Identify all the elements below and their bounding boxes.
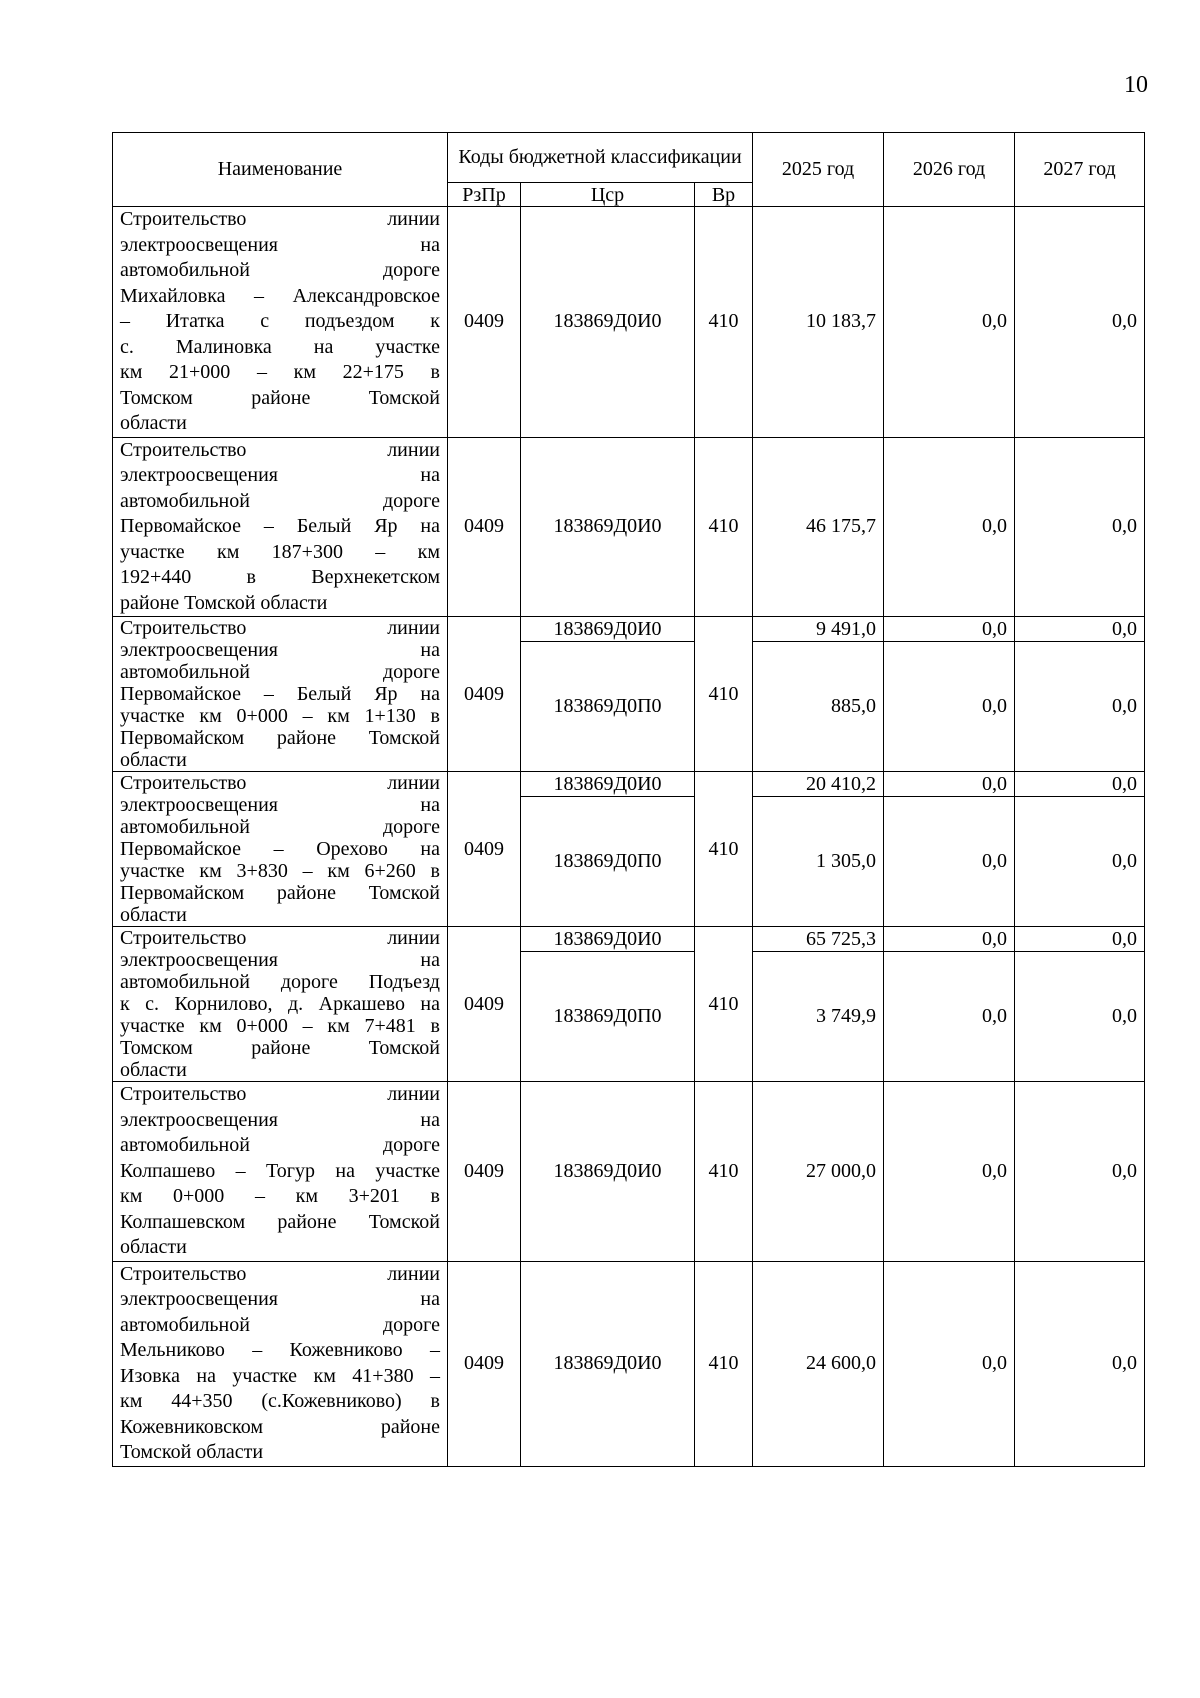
row-name-line: области — [120, 749, 187, 771]
row-amount-2027: 0,0 — [1015, 437, 1145, 617]
row-name-line: участке км 0+000 – км 1+130 в — [120, 705, 440, 727]
table-row — [113, 1082, 1145, 1262]
row-rzpr: 0409 — [448, 1261, 521, 1466]
row-amount-2027: 0,0 — [1015, 207, 1145, 438]
row-name-line: автомобильной дороге Подъезд — [120, 971, 440, 993]
row-name-line: автомобильной дороге — [120, 489, 440, 512]
row-rzpr: 0409 — [448, 437, 521, 617]
row-name-line: электроосвещения на — [120, 464, 440, 486]
row-csr: 183869Д0И0 — [521, 617, 695, 642]
row-name-line: области — [120, 412, 187, 434]
row-name-line: Михайловка – Александровское — [120, 284, 440, 307]
row-amount-2025: 20 410,2 — [753, 772, 884, 797]
row-rzpr: 0409 — [448, 772, 521, 927]
row-csr: 183869Д0И0 — [521, 1082, 695, 1262]
row-csr: 183869Д0П0 — [521, 797, 695, 927]
row-amount-2027: 0,0 — [1015, 1261, 1145, 1466]
row-name — [113, 927, 448, 1082]
row-amount-2025: 1 305,0 — [753, 797, 884, 927]
table-row — [113, 772, 1145, 797]
row-name — [113, 437, 448, 617]
row-amount-2026: 0,0 — [884, 772, 1015, 797]
row-amount-2027: 0,0 — [1015, 952, 1145, 1082]
row-name-line: км 21+000 – км 22+175 в — [120, 361, 440, 383]
row-name-line: электроосвещения на — [120, 1288, 440, 1310]
row-name — [113, 617, 448, 772]
table-body — [113, 207, 1145, 1467]
row-name-line: Строительство линии — [120, 1262, 440, 1285]
row-amount-2027: 0,0 — [1015, 927, 1145, 952]
table-row — [113, 1261, 1145, 1466]
header-vr: Вр — [695, 183, 753, 207]
row-name-line: автомобильной дороге — [120, 661, 440, 683]
row-name-line: электроосвещения на — [120, 233, 440, 256]
row-name-line: районе Томской области — [120, 591, 328, 614]
table-row — [113, 617, 1145, 642]
row-amount-2027: 0,0 — [1015, 772, 1145, 797]
row-name-line: автомобильной дороге — [120, 259, 440, 281]
row-amount-2026: 0,0 — [884, 207, 1015, 438]
header-name: Наименование — [113, 133, 448, 207]
row-csr: 183869Д0И0 — [521, 207, 695, 438]
row-rzpr: 0409 — [448, 207, 521, 438]
header-csr: Цср — [521, 183, 695, 207]
row-name-line: Кожевниковском районе — [120, 1415, 440, 1438]
row-name-line: электроосвещения на — [120, 949, 440, 971]
row-name-line: 192+440 в Верхнекетском — [120, 566, 440, 588]
row-csr: 183869Д0И0 — [521, 772, 695, 797]
row-name-line: Строительство линии — [120, 927, 440, 949]
row-name-line: Первомайском районе Томской — [120, 882, 440, 904]
row-name-line: Первомайское – Белый Яр на — [120, 683, 440, 705]
row-amount-2025: 3 749,9 — [753, 952, 884, 1082]
row-amount-2027: 0,0 — [1015, 617, 1145, 642]
row-name-line: участке км 187+300 – км — [120, 540, 440, 563]
row-name-line: Первомайском районе Томской — [120, 727, 440, 749]
table-row — [113, 207, 1145, 438]
row-amount-2025: 885,0 — [753, 642, 884, 772]
row-vr: 410 — [695, 437, 753, 617]
row-name-line: Первомайское – Белый Яр на — [120, 515, 440, 537]
row-amount-2026: 0,0 — [884, 952, 1015, 1082]
header-2025: 2025 год — [753, 133, 884, 207]
row-name-line: электроосвещения на — [120, 1108, 440, 1131]
row-vr: 410 — [695, 1261, 753, 1466]
row-name-line: Томском районе Томской — [120, 386, 440, 409]
header-2027: 2027 год — [1015, 133, 1145, 207]
row-amount-2026: 0,0 — [884, 1261, 1015, 1466]
row-csr: 183869Д0П0 — [521, 642, 695, 772]
row-amount-2025: 46 175,7 — [753, 437, 884, 617]
row-vr: 410 — [695, 1082, 753, 1262]
row-name-line: Строительство линии — [120, 772, 440, 794]
row-name — [113, 1261, 448, 1466]
row-vr: 410 — [695, 617, 753, 772]
row-csr: 183869Д0И0 — [521, 927, 695, 952]
row-rzpr: 0409 — [448, 1082, 521, 1262]
row-name-line: области — [120, 1059, 187, 1081]
row-name — [113, 207, 448, 438]
table-header-row — [113, 133, 1145, 183]
row-name-line: Изовка на участке км 41+380 – — [120, 1364, 440, 1387]
table-row — [113, 437, 1145, 617]
row-name-line: Строительство линии — [120, 1083, 440, 1105]
row-name-line: Томском районе Томской — [120, 1037, 440, 1059]
row-name-line: Колпашевском районе Томской — [120, 1210, 440, 1233]
row-name-line: км 0+000 – км 3+201 в — [120, 1185, 440, 1207]
row-name-line: Строительство линии — [120, 438, 440, 461]
row-name-line: Томской области — [120, 1441, 264, 1463]
row-name-line: Строительство линии — [120, 208, 440, 230]
row-name-line: с. Малиновка на участке — [120, 335, 440, 358]
row-name-line: участке км 0+000 – км 7+481 в — [120, 1015, 440, 1037]
row-name-line: Мельниково – Кожевниково – — [120, 1339, 440, 1361]
row-amount-2027: 0,0 — [1015, 1082, 1145, 1262]
row-amount-2026: 0,0 — [884, 797, 1015, 927]
row-amount-2026: 0,0 — [884, 642, 1015, 772]
row-amount-2026: 0,0 — [884, 927, 1015, 952]
row-vr: 410 — [695, 772, 753, 927]
row-name-line: электроосвещения на — [120, 794, 440, 816]
row-amount-2025: 27 000,0 — [753, 1082, 884, 1262]
row-name-line: км 44+350 (с.Кожевниково) в — [120, 1390, 440, 1412]
table-row — [113, 927, 1145, 952]
row-amount-2026: 0,0 — [884, 437, 1015, 617]
row-amount-2026: 0,0 — [884, 617, 1015, 642]
header-rzpr: РзПр — [448, 183, 521, 207]
row-name-line: области — [120, 1236, 187, 1258]
row-name-line: области — [120, 904, 187, 926]
row-amount-2027: 0,0 — [1015, 797, 1145, 927]
row-csr: 183869Д0И0 — [521, 1261, 695, 1466]
row-name-line: к с. Корнилово, д. Аркашево на — [120, 993, 440, 1015]
row-amount-2027: 0,0 — [1015, 642, 1145, 772]
page-number: 10 — [1124, 72, 1148, 98]
row-vr: 410 — [695, 207, 753, 438]
row-name — [113, 772, 448, 927]
row-name-line: Строительство линии — [120, 617, 440, 639]
row-name-line: автомобильной дороге — [120, 1313, 440, 1336]
row-name-line: автомобильной дороге — [120, 816, 440, 838]
row-rzpr: 0409 — [448, 617, 521, 772]
row-name-line: – Итатка с подъездом к — [120, 310, 440, 332]
row-name-line: Первомайское – Орехово на — [120, 838, 440, 860]
row-name — [113, 1082, 448, 1262]
row-name-line: электроосвещения на — [120, 639, 440, 661]
row-rzpr: 0409 — [448, 927, 521, 1082]
header-2026: 2026 год — [884, 133, 1015, 207]
row-amount-2025: 10 183,7 — [753, 207, 884, 438]
budget-table — [112, 132, 1145, 1467]
row-name-line: Колпашево – Тогур на участке — [120, 1159, 440, 1182]
row-vr: 410 — [695, 927, 753, 1082]
header-codes: Коды бюджетной классификации — [448, 133, 753, 183]
row-amount-2025: 9 491,0 — [753, 617, 884, 642]
row-amount-2026: 0,0 — [884, 1082, 1015, 1262]
row-amount-2025: 24 600,0 — [753, 1261, 884, 1466]
row-name-line: автомобильной дороге — [120, 1134, 440, 1156]
row-amount-2025: 65 725,3 — [753, 927, 884, 952]
row-name-line: участке км 3+830 – км 6+260 в — [120, 860, 440, 882]
row-csr: 183869Д0П0 — [521, 952, 695, 1082]
row-csr: 183869Д0И0 — [521, 437, 695, 617]
